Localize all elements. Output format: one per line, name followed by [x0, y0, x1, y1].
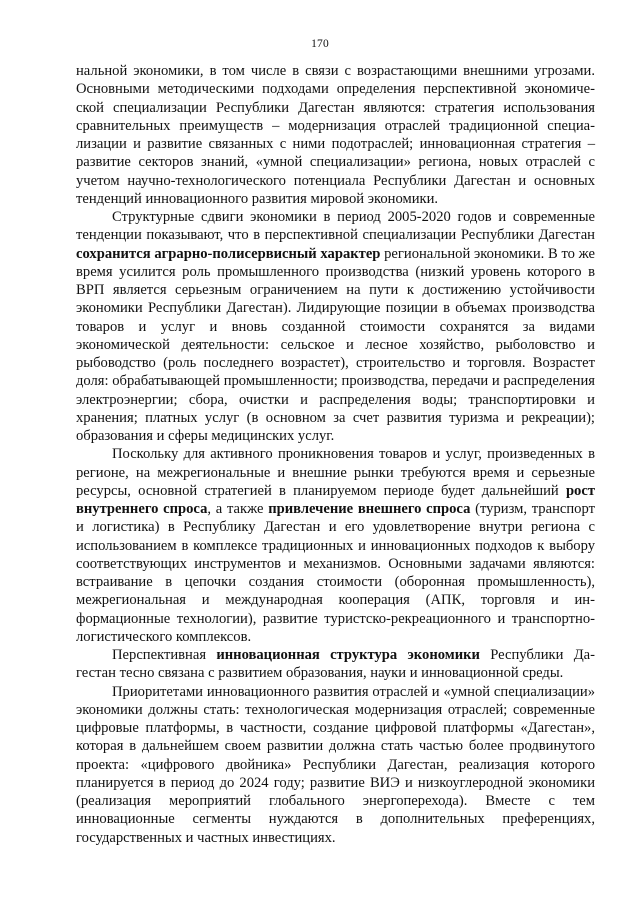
paragraph: [76, 208, 595, 445]
emphasized-text: привлечение внешнего спроса: [268, 501, 471, 517]
paragraph: [76, 646, 595, 683]
emphasized-text: сохранится аграрно-полисервисный характер: [76, 245, 381, 262]
body-text: [76, 62, 595, 847]
text-run: Республики Дагестан тесно связана с развитием образования, науки и инновационной среды.: [76, 647, 595, 682]
text-run: Поскольку для активного проникновения товаров и услуг, произведенных в регионе, на межрегиональные и внешние рынки требуются время и серьезные ресурсы, основной стратегией в планируемом периоде будет дальнейший: [76, 446, 595, 499]
text-run: , а также: [207, 501, 269, 517]
paragraph: [76, 683, 595, 847]
text-run: нальной экономики, в том числе в связи с возрастающими внешними угрозами. Основными методическими подходами определения перспективной экономической специализации Республики Дагестан являются: стратегия использования сравнительных преимуществ – модернизация отраслей традиционной специализации и развитие связанных с ними подотраслей; инновационная стратегия – развитие секторов знаний, «умной специализации» региона, новых отраслей с учетом научно-технологического потенциала Республики Дагестан и основных тенденций инновационного развития мировой экономики.: [76, 63, 595, 207]
text-run: (туризм, транспорт и логистика) в Республику Дагестан и его удовлетворение внутри региона с использованием в комплексе традиционных и инновационных подходов к выбору соответствующих инструментов и механизмов. Основными задачами являются: встраивание в цепочки создания стоимости (оборонная промышленность), межрегиональная и международная кооперация (АПК, торговля и информационные технологии), развитие туристско-рекреационного и транспортно-логистического комплексов.: [76, 501, 595, 645]
emphasized-text: инновационная структура экономики: [216, 647, 480, 663]
text-run: Приоритетами инновационного развития отраслей и «умной специализации» экономики должны стать: технологическая модернизация отраслей; современные цифровые платформы, в частности, создание цифровой платформы «Дагестан», которая в дальнейшем своем развитии должна стать частью более продвинутого проекта: «цифрового двойника» Республики Дагестан, реализация которого планируется в период до 2024 году; развитие ВИЭ и низкоуглеродной экономики (реализация мероприятий глобального энергоперехода). Вместе с тем инновационные сегменты нуждаются в дополнительных преференциях, государственных и частных инвестициях.: [76, 683, 595, 846]
text-run: Перспективная: [112, 647, 217, 663]
page-number: 170: [311, 38, 329, 50]
paragraph: [76, 62, 595, 208]
emphasized-text: рост внутреннего спроса: [76, 482, 595, 517]
paragraph: [76, 445, 595, 646]
text-run: Структурные сдвиги экономики в период 2005-2020 годов и современные тенденции показывают, что в перспективной специализации Республики Дагестан: [76, 209, 595, 244]
text-run: региональной экономики. В то же время усилится роль промышленного производства (низкий уровень которого в ВРП является серьезным ограничением на пути к достижению устойчивости экономики Республики Дагестан). Лидирующие позиции в объемах производства товаров и услуг и вновь созданной стоимости сохранятся за видами экономической деятельности: сельское и лесное хозяйство, рыболовство и рыбоводство (роль последнего возрастет), строительство и торговля. Возрастет доля: обрабатывающей промышленности; производства, передачи и распределения электроэнергии; сбора, очистки и распределения воды; транспортировки и хранения; платных услуг (в основном за счет развития туризма и рекреации); образования и сферы медицинских услуг.: [76, 245, 596, 444]
